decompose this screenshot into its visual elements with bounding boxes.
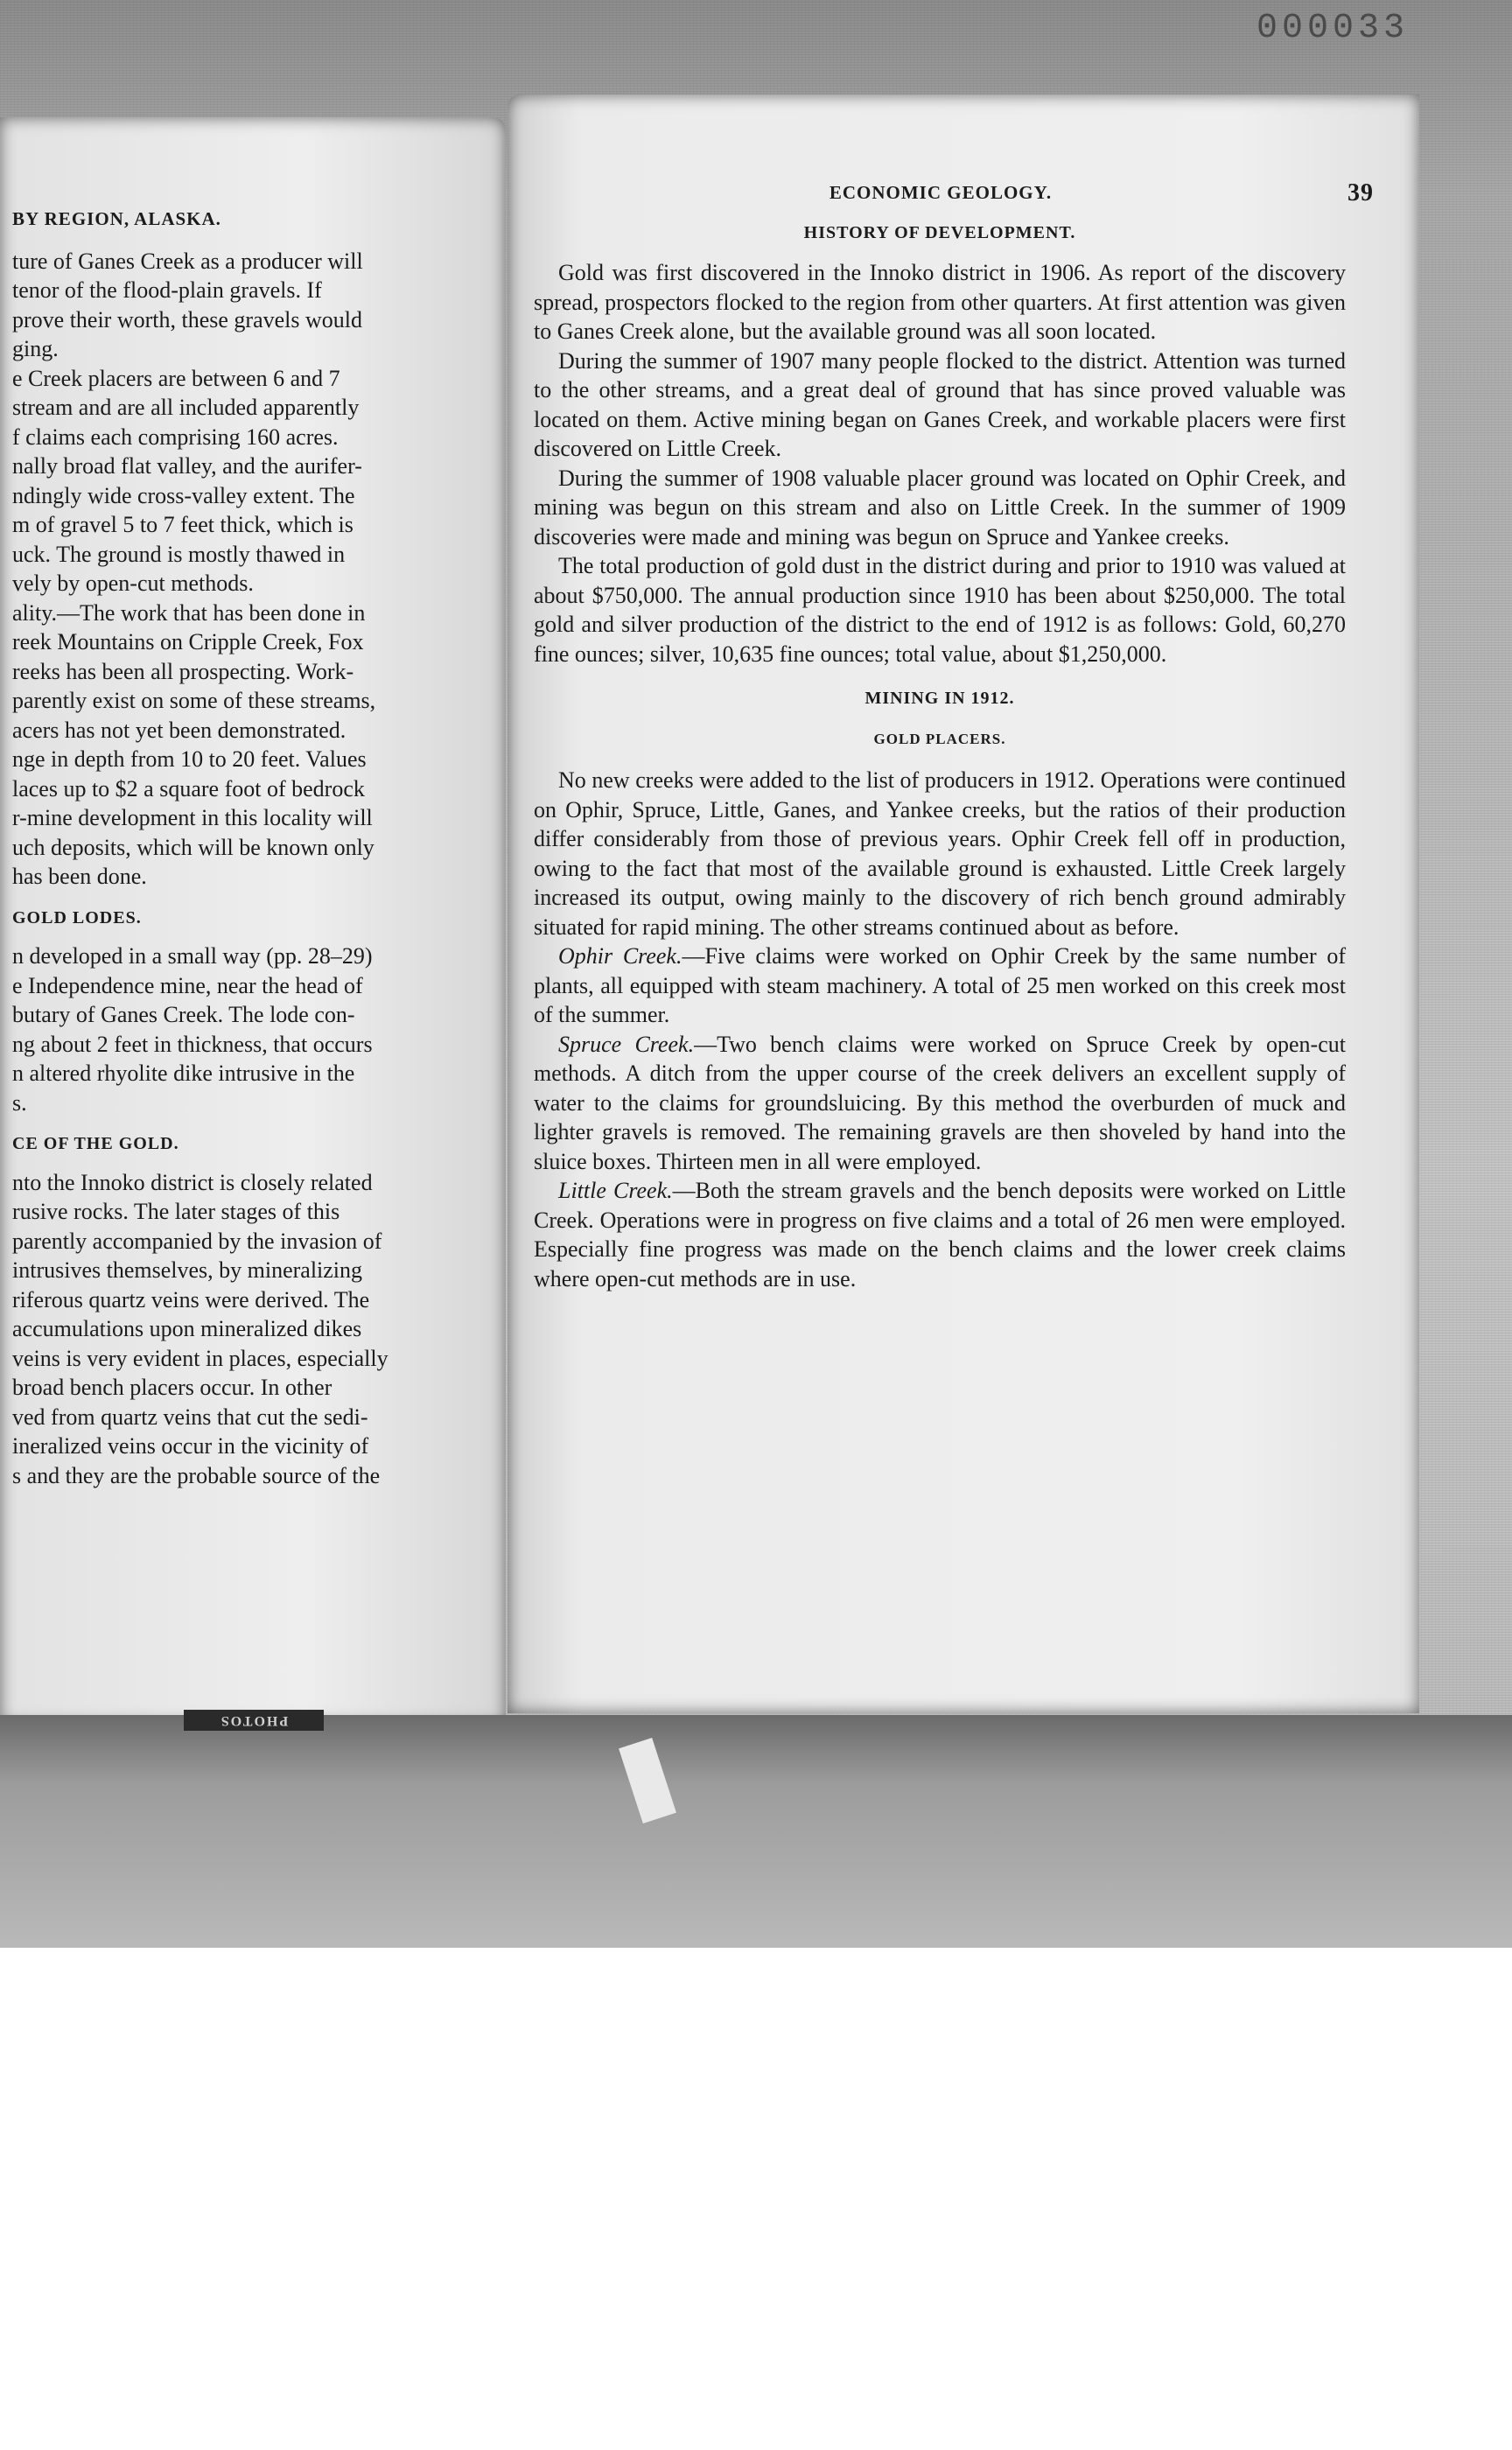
left-running-head: BY REGION, ALASKA. [12,208,221,229]
paragraph-spruce [534,1030,1346,1177]
photo-tab-label: PHOTOS [184,1710,324,1731]
left-text-line: ng about 2 feet in thickness, that occurs [12,1031,373,1057]
left-page-text [12,205,474,1490]
left-text-line: ved from quartz veins that cut the sedi- [12,1404,368,1430]
left-text-line: veins is very evident in places, especially [12,1345,388,1371]
right-running-head: ECONOMIC GEOLOGY. [829,182,1053,203]
paragraph-1: Gold was first discovered in the Innoko district in 1906. As report of the discovery spread, prospectors flocked to the region from other quarters. At first attention was given to Ganes Creek alone, but the available ground was all soon located. [534,260,1346,344]
left-lines-b [12,942,474,1117]
section-history: HISTORY OF DEVELOPMENT. [803,222,1076,242]
left-text-line: f claims each comprising 160 acres. [12,424,339,450]
spruce-text: —Two bench claims were worked on Spruce Creek by open-cut methods. A ditch from the upper course of the creek delivers an excellent supply of water to the claims for groundsluicing. By this method the overburden of muck and lighter gravels is removed. The remaining gravels are then shoveled by hand into the sluice boxes. Thirteen men in all were employed. [534,1031,1346,1174]
left-text-line: butary of Ganes Creek. The lode con- [12,1002,355,1027]
left-text-line: riferous quartz veins were derived. The [12,1286,370,1312]
left-text-line: parently exist on some of these streams, [12,688,376,713]
left-text-line: ndingly wide cross-valley extent. The [12,482,355,508]
ophir-lead: Ophir Creek. [558,943,682,969]
left-text-line: nally broad flat valley, and the aurifer- [12,453,362,479]
left-text-line: uch deposits, which will be known only [12,834,374,860]
right-running-head-row [534,178,1374,208]
little-text: —Both the stream gravels and the bench deposits were worked on Little Creek. Operations were in progress on five claims and a total of 26 men were employed. Especially fine progress was made on the bench claims and the lower creek claims where open-cut methods are in use. [534,1178,1346,1292]
left-text-line: n altered rhyolite dike intrusive in the [12,1060,355,1086]
left-text-line: ality.—The work that has been done in [12,599,366,626]
left-text-line: ineralized veins occur in the vicinity of [12,1433,369,1459]
right-page [508,94,1419,1713]
left-text-line: laces up to $2 a square foot of bedrock [12,775,365,802]
left-page [0,117,506,1724]
left-text-line: reeks has been all prospecting. Work- [12,658,354,684]
left-text-line: r-mine development in this locality will [12,805,373,830]
left-text-line: s. [12,1089,27,1116]
left-text-line: n developed in a small way (pp. 28–29) [12,943,373,969]
left-text-line: broad bench placers occur. In other [12,1375,332,1400]
left-text-line: m of gravel 5 to 7 feet thick, which is [12,512,354,537]
left-lines-a [12,247,474,892]
spruce-lead: Spruce Creek. [558,1031,695,1057]
little-lead: Little Creek. [558,1178,673,1203]
paragraph-little [534,1176,1346,1293]
left-text-line: nge in depth from 10 to 20 feet. Values [12,746,367,772]
paragraph-5: No new creeks were added to the list of producers in 1912. Operations were continued on Ophir, Spruce, Little, Ganes, and Yankee creeks, but the ratios of their production differ considerably from those of previous years. Ophir Creek fell off in production, owing to the fact that most of the available ground is exhausted. Little Creek largely increased its output, owing mainly to the discovery of rich bench ground admirably situated for rapid mining. The other streams continued about as before. [534,767,1346,940]
left-section-source: CE OF THE GOLD. [12,1134,179,1153]
left-text-line: stream and are all included apparently [12,395,360,420]
left-text-line: ging. [12,336,59,361]
left-text-line: ture of Ganes Creek as a producer will [12,248,363,274]
book-bottom-edge [0,1715,1512,1948]
left-text-line: nto the Innoko district is closely related [12,1169,373,1195]
left-text-line: parently accompanied by the invasion of [12,1228,382,1254]
left-text-line: e Creek placers are between 6 and 7 [12,365,340,391]
paragraph-4: The total production of gold dust in the district during and prior to 1910 was valued at about $750,000. The annual production since 1910 has been about $250,000. The total gold and silver production of the district to the end of 1912 is as follows: Gold, 60,270 fine ounces; silver, 10,635 fine ounces; total value, about $1,250,000. [534,553,1346,667]
left-section-lodes: GOLD LODES. [12,907,142,928]
left-text-line: acers has not yet been demonstrated. [12,717,346,743]
left-text-line: uck. The ground is mostly thawed in [12,541,346,567]
left-text-line: intrusives themselves, by mineralizing [12,1257,363,1283]
subsection-placers: GOLD PLACERS. [873,730,1006,747]
page-number: 39 [1347,179,1374,206]
right-page-text [534,178,1374,1293]
paragraph-3: During the summer of 1908 valuable placer ground was located on Ophir Creek, and mining was begun on this stream and also on Little Creek. In the summer of 1909 discoveries were made and mining was begun on Spruce and Yankee creeks. [534,465,1346,550]
left-text-line: has been done. [12,864,147,889]
left-text-line: tenor of the flood-plain gravels. If [12,277,322,303]
page-stamp-number: 000033 [1256,9,1410,48]
paragraph-ophir [534,942,1346,1030]
left-text-line: accumulations upon mineralized dikes [12,1316,362,1341]
section-mining: MINING IN 1912. [864,689,1015,708]
ophir-text: —Five claims were worked on Ophir Creek by the same number of plants, all equipped with steam machinery. A total of 25 men worked on this creek most of the summer. [534,943,1347,1027]
left-text-line: vely by open-cut methods. [12,570,254,596]
paragraph-2: During the summer of 1907 many people flocked to the district. Attention was turned to the other streams, and a great deal of ground that has since proved valuable was located on them. Active mining began on Ganes Creek, and workable placers were first discovered on Little Creek. [534,347,1346,461]
left-lines-c [12,1168,474,1491]
left-text-line: reek Mountains on Cripple Creek, Fox [12,629,364,654]
left-text-line: rusive rocks. The later stages of this [12,1199,340,1224]
left-text-line: e Independence mine, near the head of [12,972,363,998]
left-text-line: prove their worth, these gravels would [12,306,363,332]
left-text-line: s and they are the probable source of the [12,1462,381,1488]
